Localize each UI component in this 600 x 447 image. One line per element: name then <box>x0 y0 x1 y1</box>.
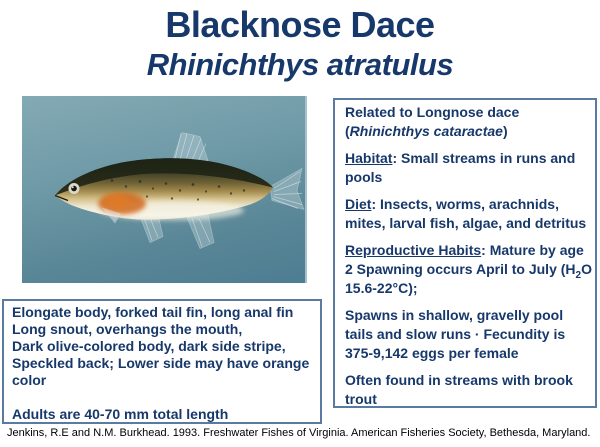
reproduction-line-2 <box>345 260 592 281</box>
related-scientific-name: Rhinichthys cataractae <box>349 123 503 139</box>
reproduction-line-1 <box>345 241 589 260</box>
description-box <box>2 299 322 424</box>
habitat-line-1 <box>345 149 589 168</box>
related-paragraph <box>345 103 589 141</box>
cooccurrence-line-1: Often found in streams with brook <box>345 372 573 388</box>
reproduction-text: : Mature by age <box>481 242 584 258</box>
description-line: Elongate body, forked tail fin, long anal fin <box>12 304 294 320</box>
citation: Jenkins, R.E and N.M. Burkhead. 1993. Freshwater Fishes of Virginia. American Fisheries Society, Bethesda, Maryland. <box>7 427 591 439</box>
page-title: Blacknose Dace <box>165 4 435 45</box>
diet-line-1 <box>345 195 589 214</box>
info-panel <box>333 98 597 408</box>
paren-close: ) <box>502 123 508 139</box>
related-line-2 <box>345 122 589 141</box>
reproduction-h2o-pre: 2 Spawning occurs April to July (H <box>345 261 576 277</box>
spawning-line-3: 375-9,142 eggs per female <box>345 345 519 361</box>
reproduction-paragraph <box>345 241 592 298</box>
reproduction-h2o-post: O <box>581 261 592 277</box>
slide-header <box>0 0 600 84</box>
description-line: Speckled back; Lower side may have orange <box>12 355 310 371</box>
description-length-line: Adults are 40-70 mm total length <box>12 406 229 422</box>
spawning-paragraph <box>345 306 589 363</box>
cooccurrence-paragraph <box>345 371 589 409</box>
page-subtitle: Rhinichthys atratulus <box>146 47 454 82</box>
reproduction-label: Reproductive Habits <box>345 242 482 258</box>
fish-eye <box>69 183 80 194</box>
habitat-line-2: pools <box>345 169 383 185</box>
spawning-line-2: tails and slow runs · Fecundity is <box>345 326 566 342</box>
description-line: color <box>12 372 47 388</box>
paren-open: ( <box>345 123 350 139</box>
description-line: Dark olive-colored body, dark side stripe, <box>12 338 286 354</box>
diet-label: Diet <box>345 196 372 212</box>
cooccurrence-line-2: trout <box>345 391 377 407</box>
description-line: Long snout, overhangs the mouth, <box>12 321 243 337</box>
h2o-subscript: 2 <box>575 269 582 281</box>
description-blank-line <box>12 389 314 406</box>
related-line-1: Related to Longnose dace <box>345 104 520 120</box>
fish-photo <box>22 96 307 283</box>
habitat-text: : Small streams in runs and <box>392 150 576 166</box>
diet-line-2: mites, larval fish, algae, and detritus <box>345 215 587 231</box>
spawning-line-1: Spawns in shallow, gravelly pool <box>345 307 564 323</box>
habitat-paragraph <box>345 149 589 187</box>
reproduction-line-3: 15.6-22°C); <box>345 280 418 296</box>
diet-paragraph <box>345 195 589 233</box>
habitat-label: Habitat <box>345 150 393 166</box>
fish-body <box>55 158 273 223</box>
diet-text: : Insects, worms, arachnids, <box>371 196 559 212</box>
fish-illustration <box>22 96 305 283</box>
